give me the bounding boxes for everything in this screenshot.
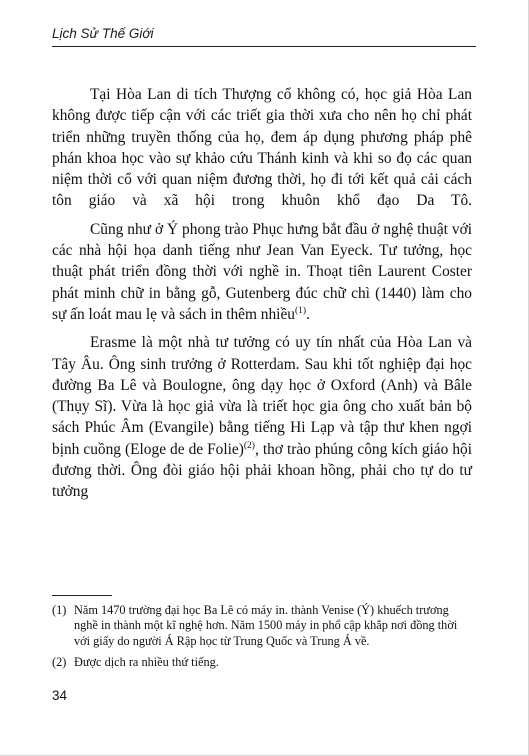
paragraph-3-text: Erasme là một nhà tư tưởng có uy tín nhất của Hòa Lan và Tây Âu. Ông sinh trưởng ở Rotterdam. Sau khi tốt nghiệp đại học đường Ba Lê và Boulogne, ông dạy học ở Oxford (Anh) và Bâle (Thụy Sĩ). Vừa là học giả vừa là triết học gia ông cho xuất bản bộ sách Phúc Âm (Evangile) bằng tiếng Hi Lạp và tập thư khen ngợi bịnh cuồng (Eloge de de Folie) — [52, 334, 472, 458]
footnote-ref-2[interactable]: (2) — [243, 440, 255, 451]
paragraph-1-text: Tại Hòa Lan di tích Thượng cổ không có, học giả Hòa Lan không được tiếp cận với các triết gia thời xưa cho nên họ chỉ phát triển những truyền thống của họ, đem áp dụng phương pháp phê phán khoa học vào sự khảo cứu Thánh kinh và khi so đọ các quan niệm thời cổ với quan niệm đương thời, họ đi tới kết quả cải cách tôn giáo và xã hội trong khuôn khổ đạo Da Tô. — [52, 86, 472, 210]
running-header-title: Lịch Sử Thế Giới — [52, 26, 154, 41]
footnote-1-marker: (1) — [52, 603, 67, 617]
footnote-2-text: Được dịch ra nhiều thứ tiếng. — [74, 654, 219, 669]
footnote-separator — [52, 595, 112, 596]
footnote-ref-1[interactable]: (1) — [294, 305, 307, 316]
header-rule — [52, 46, 476, 47]
footnote-1 — [52, 603, 472, 649]
body-text — [52, 84, 472, 510]
footnote-2-marker: (2) — [52, 654, 67, 669]
footnotes — [52, 603, 472, 676]
paragraph-2-tail: . — [306, 305, 310, 323]
footnote-2 — [52, 655, 472, 670]
paragraph-2 — [52, 219, 472, 325]
paragraph-3 — [52, 332, 472, 502]
paragraph-3-tail: , thơ trào phúng công kích giáo hội đương thời. Ông đòi giáo hội phải khoan hồng, phải cho tự do tư tưởng — [52, 440, 473, 501]
paragraph-1 — [52, 84, 472, 212]
footnote-1-text: Năm 1470 trường đại học Ba Lê có máy in. thành Venise (Ý) khuếch trương nghề in thành một kĩ nghệ hơn. Năm 1500 máy in phổ cập khắp nơi đồng thời với giấy do người Á Rập học từ Trung Quốc và Trung Á về. — [74, 603, 458, 648]
paragraph-2-text: Cũng như ở Ý phong trào Phục hưng bắt đầu ở nghệ thuật với các nhà hội họa danh tiếng như Jean Van Eyeck. Tư tưởng, học thuật phát triển đồng thời với nghề in. Thoạt tiên Laurent Coster phát minh chữ in bằng gỗ, Gutenberg đúc chữ chì (1440) làm cho sự ấn loát mau lẹ và sách in thêm nhiều — [52, 220, 472, 323]
page-number: 34 — [52, 688, 68, 703]
